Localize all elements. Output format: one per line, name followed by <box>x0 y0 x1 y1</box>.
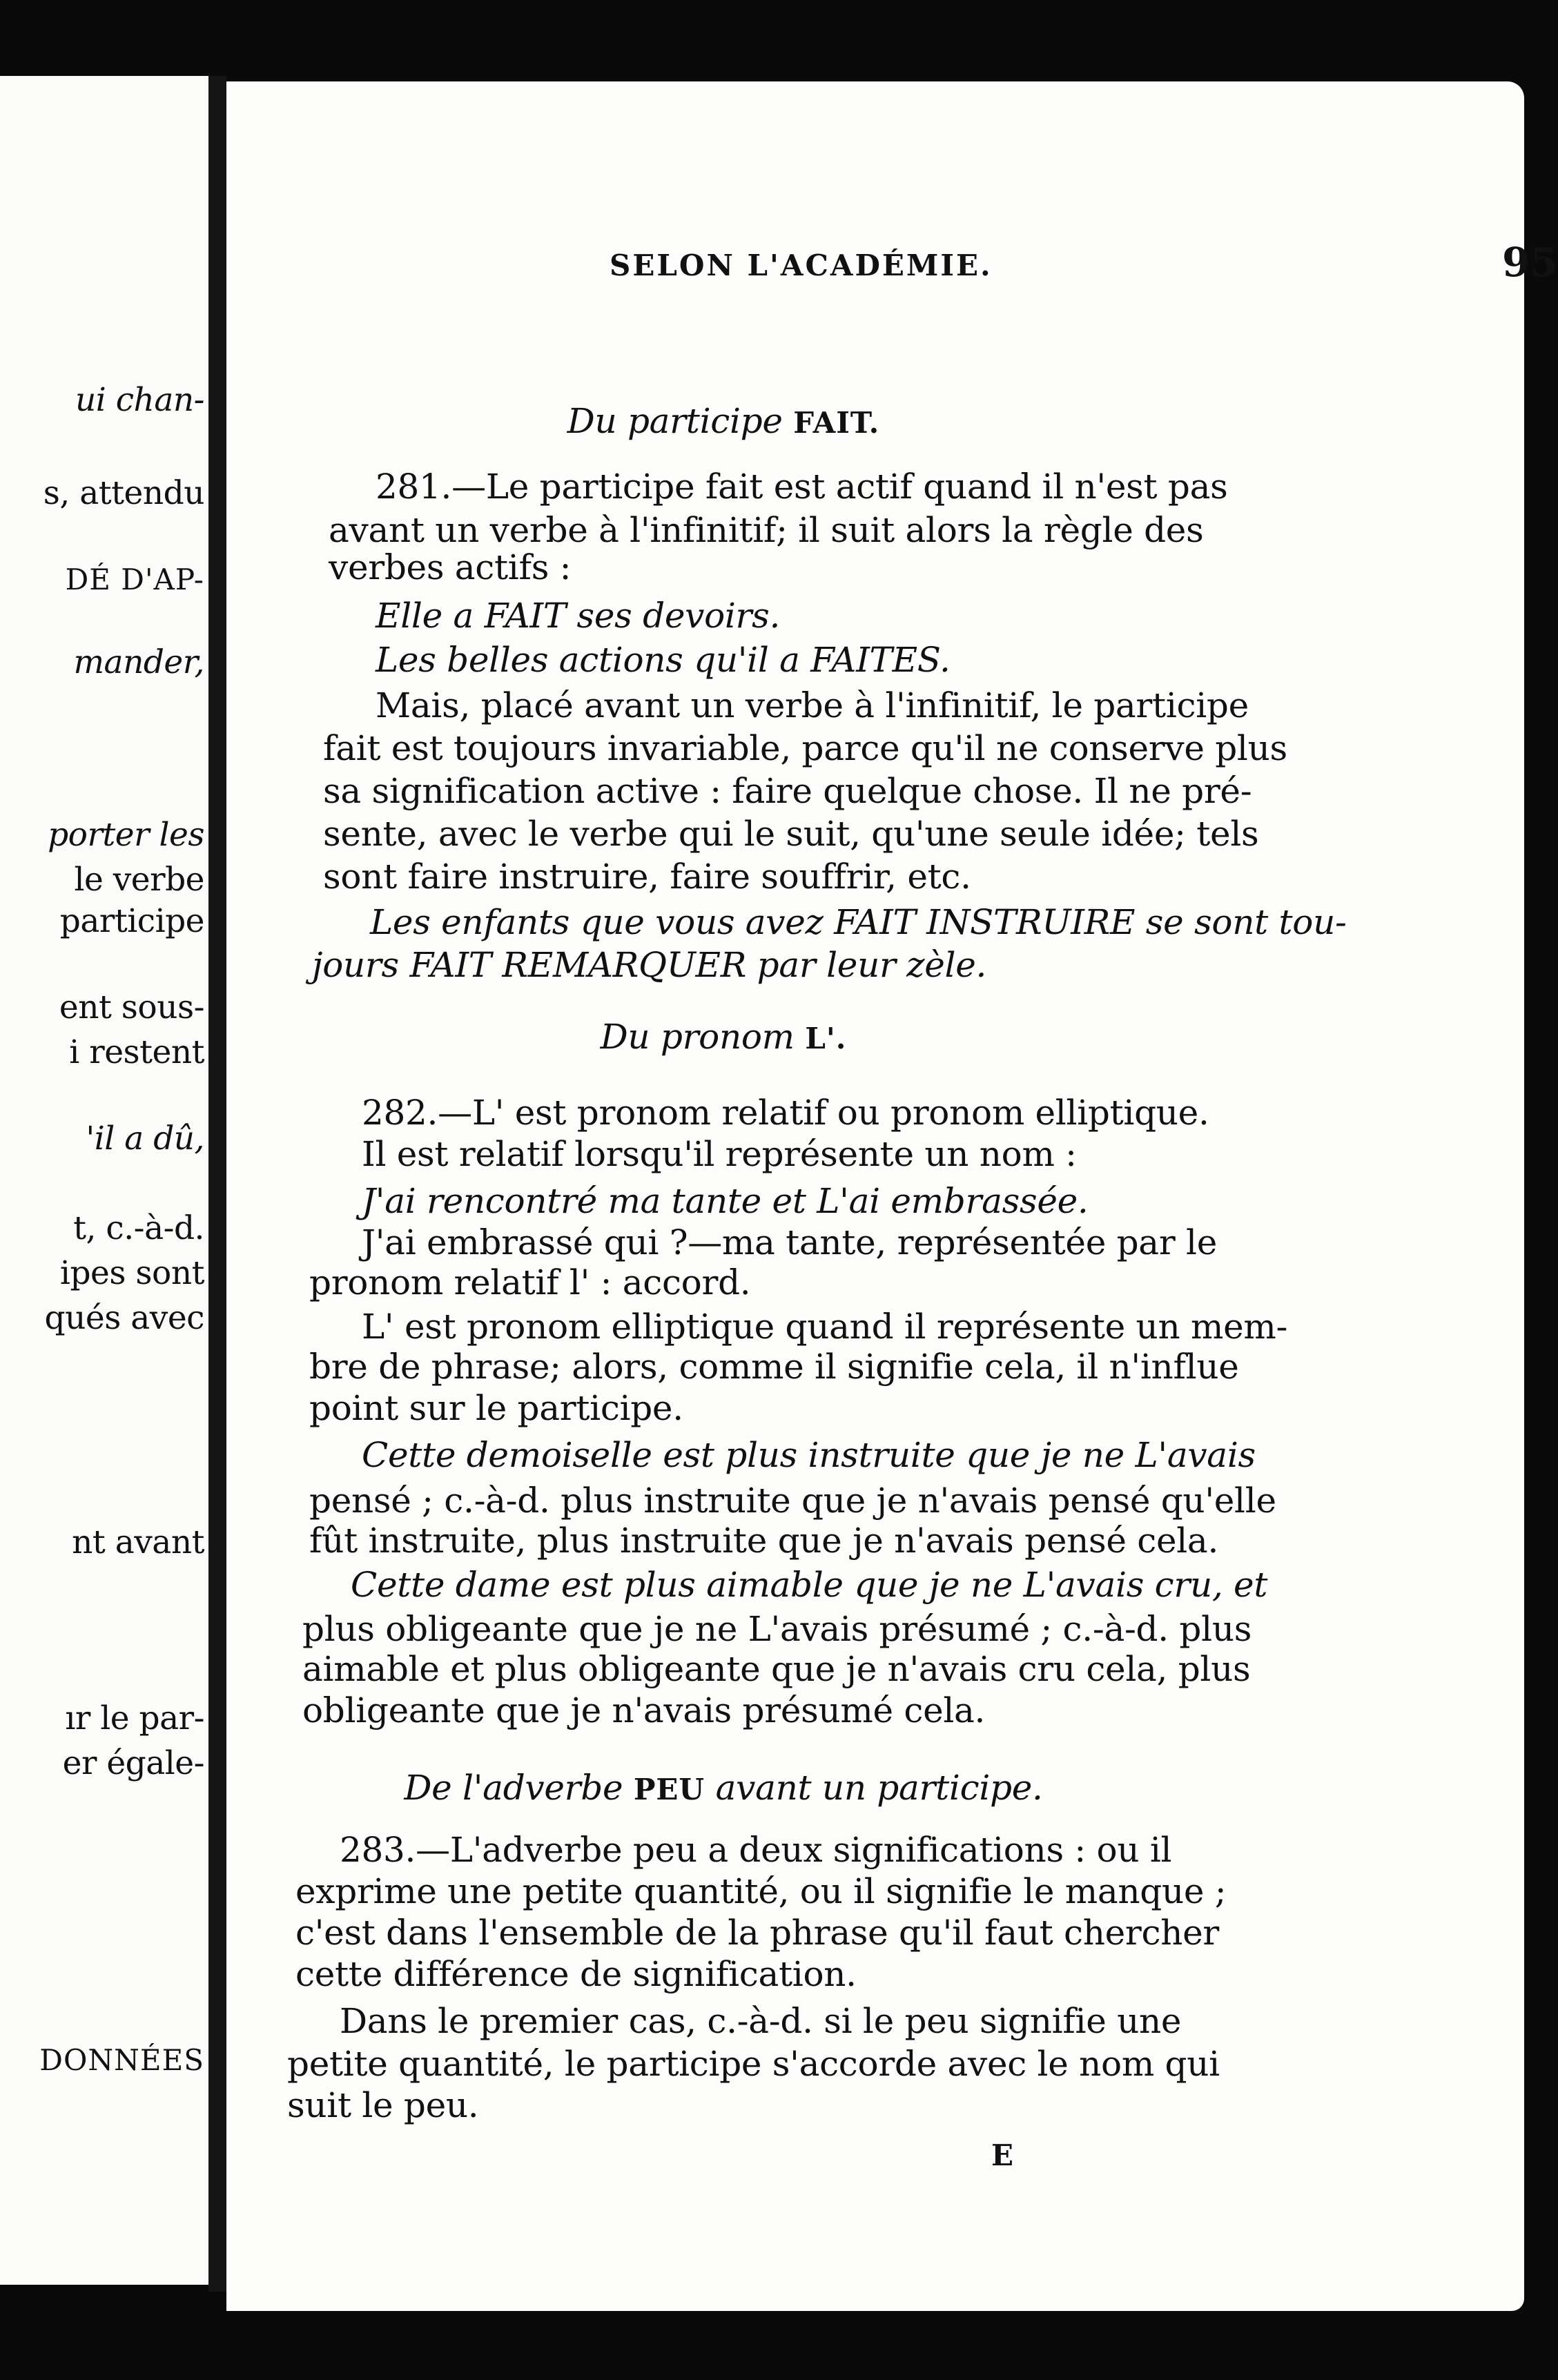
section-peu-line: c'est dans l'ensemble de la phrase qu'il faut chercher <box>295 1913 1219 1953</box>
para-mais-line-2 <box>323 726 1287 770</box>
running-head: SELON L'ACADÉMIE. <box>610 248 993 282</box>
para-mais-line-3 <box>323 769 1252 813</box>
heading-smallcaps-part: PEU <box>633 1773 705 1806</box>
section-l-line: Cette demoiselle est plus instruite que je ne L'avais <box>362 1435 1256 1475</box>
section-peu-line: 283.—L'adverbe peu a deux significations : ou il <box>340 1830 1172 1870</box>
left-page-fragment: s, attendu <box>43 474 204 512</box>
section-l-line: L' est pronom elliptique quand il représente un mem- <box>362 1307 1288 1347</box>
left-page-fragment: le verbe <box>74 861 204 899</box>
text-mais-4: sente, avec le verbe qui le suit, qu'une seule idée; tels <box>323 814 1259 854</box>
left-page-fragment: er égale- <box>62 1744 204 1782</box>
section-peu-line: exprime une petite quantité, ou il signifie le manque ; <box>295 1871 1227 1911</box>
section-l-line: J'ai embrassé qui ?—ma tante, représentée par le <box>362 1222 1217 1262</box>
left-page-fragment: ent sous- <box>59 988 204 1026</box>
section-l-line: Cette dame est plus aimable que je ne L'avais cru, et <box>351 1565 1268 1605</box>
text-mais-1: Mais, placé avant un verbe à l'infinitif, le participe <box>376 685 1249 725</box>
left-page-fragment: mander, <box>73 643 204 681</box>
section-l-line: plus obligeante que je ne L'avais présumé ; c.-à-d. plus <box>302 1609 1252 1649</box>
left-page-fragment: nt avant <box>72 1523 204 1561</box>
section-peu-line: cette différence de signification. <box>295 1954 857 1994</box>
section-l-line: pronom relatif l' : accord. <box>309 1262 751 1303</box>
left-page-fragment: ır le par- <box>65 1699 204 1737</box>
heading-italic-part-1: De l'adverbe <box>404 1768 634 1808</box>
left-page-fragment: DÉ D'AP- <box>65 563 204 596</box>
section-l-line: fût instruite, plus instruite que je n'avais pensé cela. <box>309 1521 1219 1561</box>
example-belles-actions <box>376 638 951 682</box>
heading-du-pronom-l <box>226 1015 1220 1061</box>
left-page-fragment: DONNÉES <box>39 2043 204 2077</box>
para-281-line-3 <box>329 545 571 589</box>
section-peu-line: petite quantité, le participe s'accorde avec le nom qui <box>287 2044 1220 2084</box>
text-mais-2: fait est toujours invariable, parce qu'il ne conserve plus <box>323 728 1287 768</box>
signature-mark: E <box>991 2138 1014 2172</box>
heading-du-participe-fait <box>226 399 1220 445</box>
section-l-line: Il est relatif lorsqu'il représente un nom : <box>362 1134 1077 1174</box>
left-page-fragment: ipes sont <box>59 1254 204 1292</box>
left-page-fragment: t, c.-à-d. <box>73 1209 204 1247</box>
left-page-fragment: participe <box>59 902 204 940</box>
heading-italic-part: Du pronom <box>600 1017 806 1057</box>
section-l-line: pensé ; c.-à-d. plus instruite que je n'avais pensé qu'elle <box>309 1481 1276 1521</box>
left-page <box>0 76 208 2285</box>
left-page-fragment: i restent <box>69 1033 204 1071</box>
heading-smallcaps-part: FAIT. <box>793 406 880 440</box>
section-l-line: point sur le participe. <box>309 1388 683 1428</box>
text-mais-5: sont faire instruire, faire souffrir, etc. <box>323 857 971 897</box>
section-peu-line: Dans le premier cas, c.-à-d. si le peu signifie une <box>340 2001 1182 2041</box>
example-elle-a-fait <box>376 594 780 638</box>
left-page-fragment: ui chan- <box>75 381 204 419</box>
section-l-line: obligeante que je n'avais présumé cela. <box>302 1690 986 1730</box>
text-281-1: 281.—Le participe fait est actif quand il n'est pas <box>376 467 1228 507</box>
para-mais-line-4 <box>323 812 1258 856</box>
para-mais-line-1 <box>376 683 1249 728</box>
section-l-line: bre de phrase; alors, comme il signifie cela, il n'influe <box>309 1347 1239 1387</box>
example-enfants-line-2 <box>312 943 986 987</box>
text-mais-3: sa signification active : faire quelque chose. Il ne pré- <box>323 771 1252 811</box>
heading-italic-part: Du participe <box>567 401 794 441</box>
page-number: 95 <box>1502 239 1558 286</box>
section-l-line: J'ai rencontré ma tante et L'ai embrassée. <box>362 1181 1089 1221</box>
left-page-fragment: qués avec <box>44 1299 204 1337</box>
section-l-line: 282.—L' est pronom relatif ou pronom elliptique. <box>362 1093 1209 1133</box>
right-page <box>226 81 1558 2311</box>
left-page-fragment: 'il a dû, <box>86 1120 204 1158</box>
text-enfants-2: jours FAIT REMARQUER par leur zèle. <box>312 945 987 985</box>
para-281-line-1 <box>376 465 1227 509</box>
heading-smallcaps-part: L'. <box>805 1022 847 1055</box>
text-281-2: avant un verbe à l'infinitif; il suit alors la règle des <box>329 510 1204 550</box>
text-enfants-1: Les enfants que vous avez FAIT INSTRUIRE se sont tou- <box>370 902 1347 942</box>
example-enfants-line-1 <box>370 900 1347 944</box>
heading-italic-part-2: avant un participe. <box>705 1768 1043 1808</box>
text-example-1: Elle a FAIT ses devoirs. <box>376 596 781 636</box>
text-example-2: Les belles actions qu'il a FAITES. <box>376 640 951 680</box>
para-mais-line-5 <box>323 855 971 899</box>
book-gutter <box>208 76 226 2292</box>
text-281-3: verbes actifs : <box>329 547 572 587</box>
left-page-fragment: porter les <box>48 816 204 854</box>
heading-adverbe-peu <box>226 1766 1220 1812</box>
section-peu-line: suit le peu. <box>287 2085 479 2125</box>
section-l-line: aimable et plus obligeante que je n'avais cru cela, plus <box>302 1649 1251 1689</box>
